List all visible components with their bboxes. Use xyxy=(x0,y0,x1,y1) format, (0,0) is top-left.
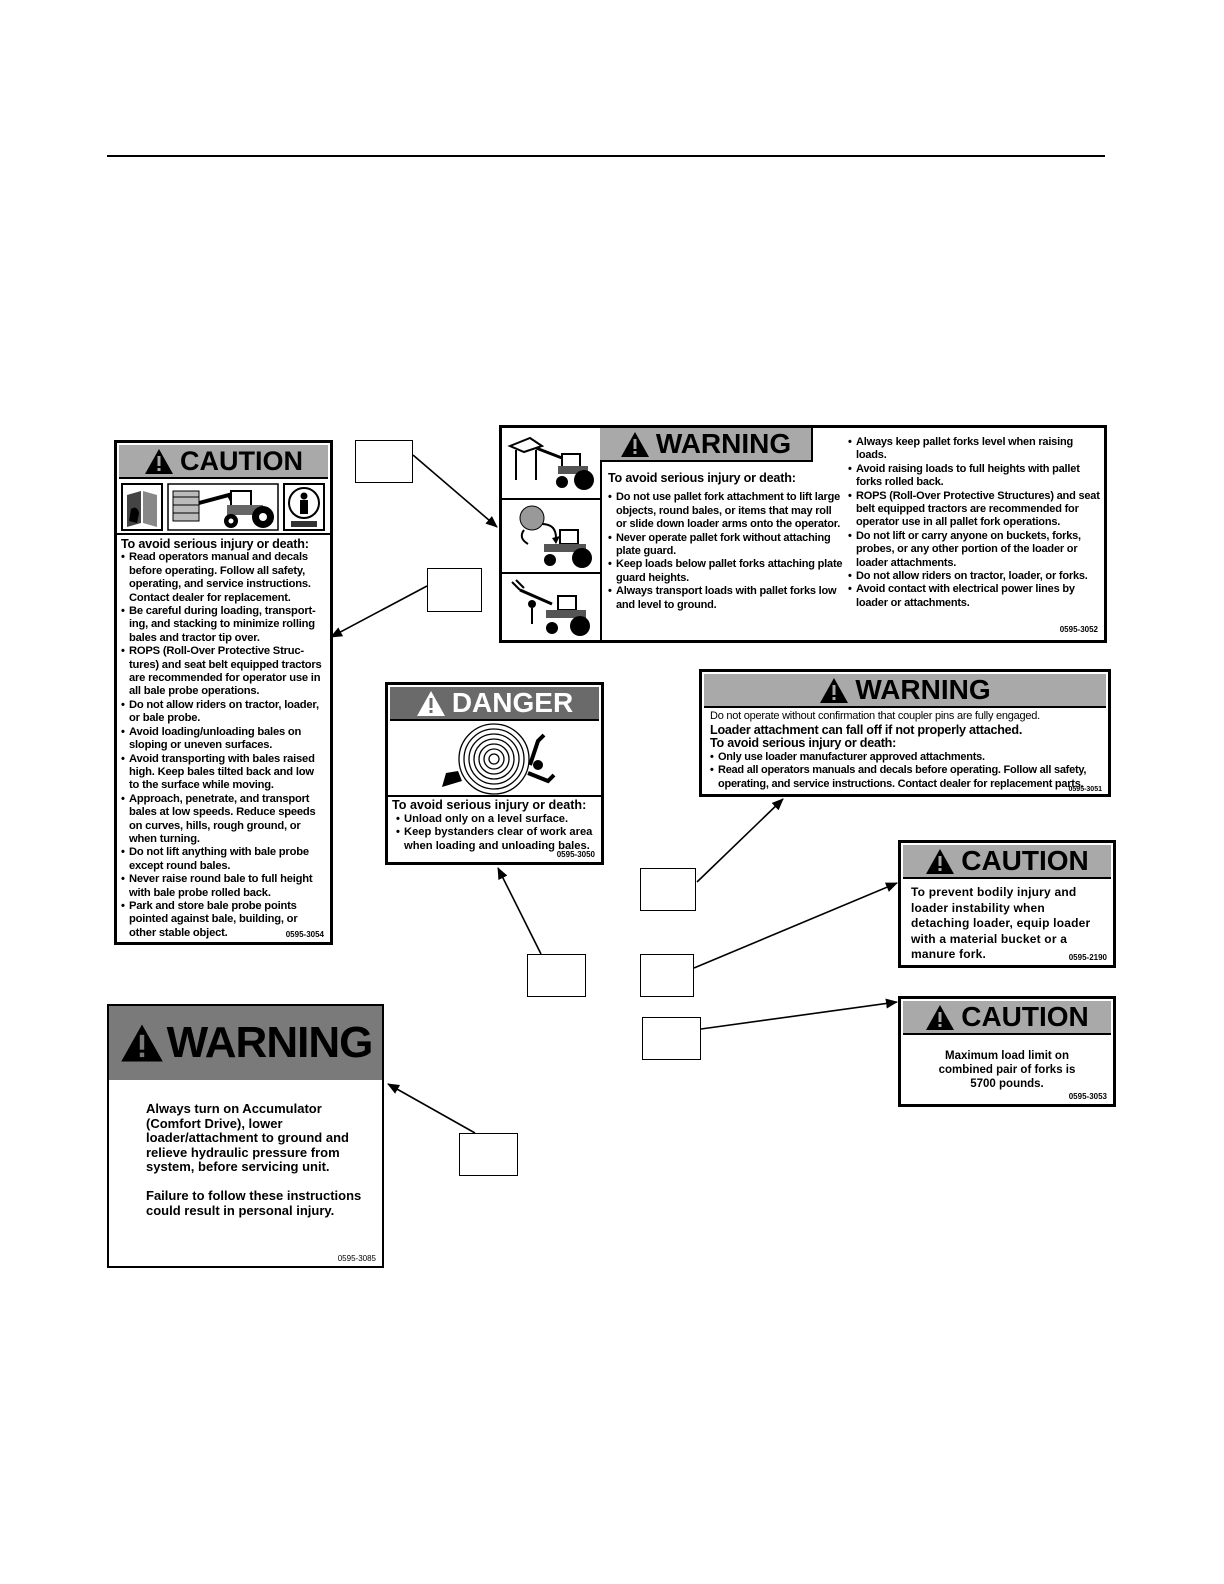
list-item: • Be careful during loading, transport-ing, and stacking to minimize rolling bales and tractor tip over. xyxy=(121,605,324,645)
coupler-notice: Do not operate without confirmation that coupler pins are fully engaged. xyxy=(710,710,1040,722)
decal-code: 0595-3052 xyxy=(1059,625,1098,634)
decal-heading: To avoid serious injury or death: xyxy=(121,537,309,551)
list-item: • ROPS (Roll-Over Protective Struc-tures) and seat belt equipped tractors are recommended for operator use in all bale probe operations. xyxy=(121,645,324,699)
list-item: • Do not use pallet fork attachment to lift large objects, round bales, or items that may roll or slide down loader arms onto the operator. xyxy=(608,491,844,531)
list-item: • Do not lift anything with bale probe except round bales. xyxy=(121,846,324,873)
decal-header-label: CAUTION xyxy=(961,1001,1089,1032)
list-item: • Only use loader manufacturer approved attachments. xyxy=(710,751,1102,765)
list-item: • Always transport loads with pallet forks low and level to ground. xyxy=(608,585,844,612)
decal-code: 0595-3051 xyxy=(1068,786,1102,793)
list-item: • Always keep pallet forks level when raising loads. xyxy=(848,436,1100,463)
list-item: • Park and store bale probe points pointed against bale, building, or other stable object. xyxy=(121,900,324,940)
leader-arrow xyxy=(697,799,783,882)
list-item: • ROPS (Roll-Over Protective Structures) and seat belt equipped tractors are recommended for operator use in all pallet fork operations. xyxy=(848,490,1100,530)
list-item: • Avoid contact with electrical power lines by loader or attachments. xyxy=(848,583,1100,610)
leader-arrow xyxy=(498,868,541,954)
decal-header-label: WARNING xyxy=(655,428,792,459)
decal-code: 0595-2190 xyxy=(1068,953,1107,962)
decal-code: 0595-3050 xyxy=(556,850,595,859)
list-item: • Read operators manual and decals before operating. Follow all safety, operating, and service instructions. Contact dealer for replacement. xyxy=(121,551,324,605)
leader-arrow xyxy=(388,1084,475,1133)
list-item: • Read all operators manuals and decals before operating. Follow all safety, operating, and service instructions. Contact dealer for replacement parts. xyxy=(710,764,1102,791)
decal-code: 0595-3085 xyxy=(337,1254,376,1263)
decal-header-label: CAUTION xyxy=(180,445,303,476)
decal-text: Maximum load limit on combined pair of forks is 5700 pounds. xyxy=(938,1050,1076,1090)
decal-heading: To avoid serious injury or death: xyxy=(392,798,587,812)
list-item: • Keep bystanders clear of work area when loading and unloading bales. xyxy=(396,826,597,853)
leader-arrow xyxy=(331,586,427,637)
leader-arrow xyxy=(701,1002,897,1029)
list-item: • Do not lift or carry anyone on buckets, forks, probes, or any other portion of the loader or loader attachments. xyxy=(848,530,1100,570)
list-item: • Do not allow riders on tractor, loader, or bale probe. xyxy=(121,699,324,726)
decal-header-label: DANGER xyxy=(451,687,574,718)
list-item: • Avoid loading/unloading bales on sloping or uneven surfaces. xyxy=(121,726,324,753)
decal-code: 0595-3054 xyxy=(285,930,324,939)
list-item: • Do not allow riders on tractor, loader, or forks. xyxy=(848,570,1100,583)
decal-paragraph: Failure to follow these instructions could result in personal injury. xyxy=(146,1187,362,1218)
decal-text: To prevent bodily injury and loader instability when detaching loader, equip loader with a material bucket or a manure fork. xyxy=(911,885,1091,961)
list-item: • Never raise round bale to full height with bale probe rolled back. xyxy=(121,873,324,900)
decal-paragraph: Always turn on Accumulator (Comfort Drive), lower loader/attachment to ground and relieve hydraulic pressure from system, before servicing unit. xyxy=(146,1101,349,1175)
decal-header-label: CAUTION xyxy=(961,845,1089,876)
decal-heading: To avoid serious injury or death: xyxy=(710,736,897,750)
leader-arrow xyxy=(413,455,497,527)
decal-code: 0595-3053 xyxy=(1068,1092,1107,1101)
decal-header-label: WARNING xyxy=(855,674,991,705)
list-item: • Never operate pallet fork without attaching plate guard. xyxy=(608,532,844,559)
list-item: • Approach, penetrate, and transport bales at low speeds. Reduce speeds on curves, hills, rough ground, or when turning. xyxy=(121,793,324,847)
list-item: • Keep loads below pallet forks attaching plate guard heights. xyxy=(608,558,844,585)
list-item: • Unload only on a level surface. xyxy=(396,813,597,827)
list-item: • Avoid raising loads to full heights with pallet forks rolled back. xyxy=(848,463,1100,490)
leader-arrow xyxy=(694,883,897,968)
decal-heading: To avoid serious injury or death: xyxy=(608,471,796,485)
coupler-alert: Loader attachment can fall off if not properly attached. xyxy=(710,722,1023,737)
decal-header-label: WARNING xyxy=(166,1018,373,1067)
list-item: • Avoid transporting with bales raised high. Keep bales tilted back and low to the surface while moving. xyxy=(121,753,324,793)
